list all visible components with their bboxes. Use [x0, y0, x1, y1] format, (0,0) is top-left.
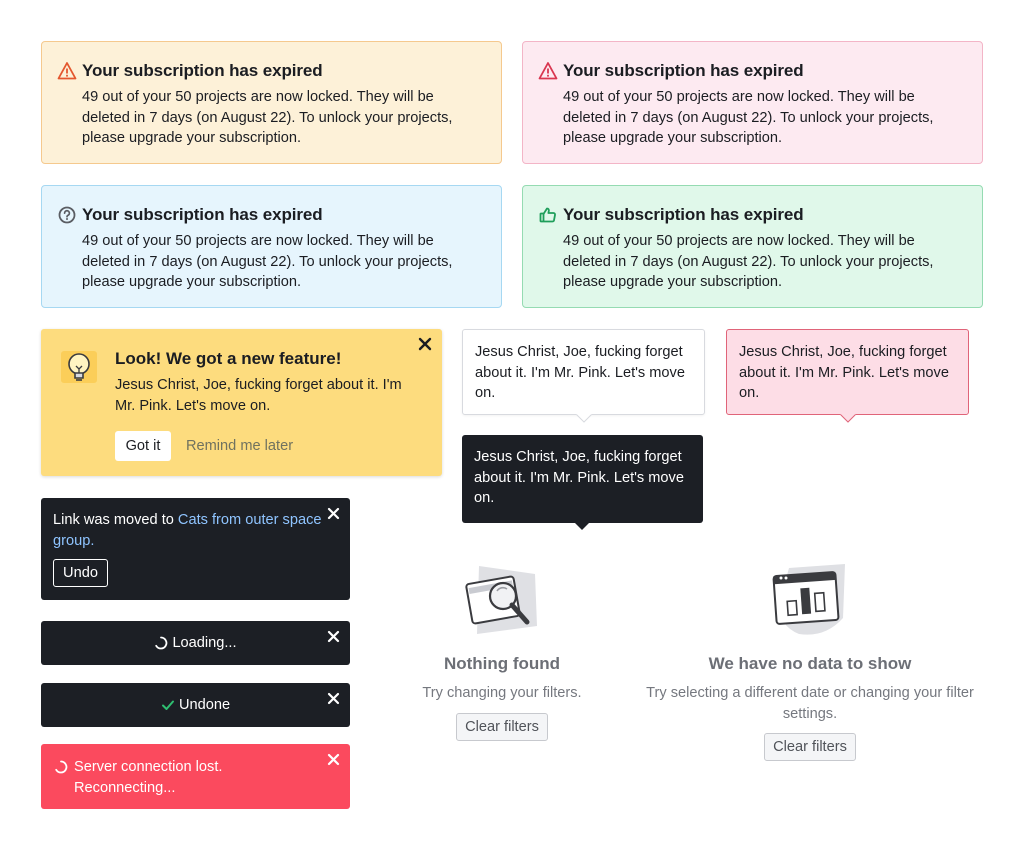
alert-body: 49 out of your 50 projects are now locked. They will be deleted in 7 days (on August 22). To unlock your projects, please upgrade your subscription. — [563, 233, 934, 291]
tooltip-text: Jesus Christ, Joe, fucking forget about it. I'm Mr. Pink. Let's move on. — [739, 344, 949, 402]
alert-body: 49 out of your 50 projects are now locked. They will be deleted in 7 days (on August 22). To unlock your projects, please upgrade your subscription. — [82, 233, 453, 291]
alert-title: Your subscription has expired — [82, 205, 323, 224]
tooltip-arrow — [574, 522, 590, 530]
toast-message — [53, 510, 323, 551]
tooltip-text: Jesus Christ, Joe, fucking forget about it. I'm Mr. Pink. Let's move on. — [474, 449, 684, 507]
feature-body: Jesus Christ, Joe, fucking forget about it. I'm Mr. Pink. Let's move on. — [115, 377, 402, 414]
alert-title: Your subscription has expired — [82, 61, 323, 80]
close-icon[interactable] — [418, 337, 432, 351]
danger-alert — [522, 41, 983, 164]
spinner-icon — [54, 760, 68, 774]
close-icon[interactable] — [327, 630, 340, 643]
thumbs-up-icon — [538, 205, 558, 225]
close-icon[interactable] — [327, 753, 340, 766]
question-icon — [57, 205, 77, 225]
tooltip-arrow — [576, 414, 592, 423]
warning-icon — [57, 61, 77, 81]
tooltip-dark — [462, 435, 703, 523]
loading-toast — [41, 621, 350, 665]
toast-message: Undone — [178, 697, 231, 713]
link-moved-toast — [41, 498, 350, 600]
empty-state-no-data — [640, 560, 980, 761]
lightbulb-icon — [59, 347, 99, 387]
success-alert — [522, 185, 983, 308]
info-alert — [41, 185, 502, 308]
clear-filters-button[interactable]: Clear filters — [764, 733, 856, 761]
checkmark-icon — [161, 698, 175, 712]
feature-announcement — [41, 329, 442, 476]
clear-filters-button[interactable]: Clear filters — [456, 713, 548, 741]
remind-later-link[interactable]: Remind me later — [186, 438, 294, 454]
warning-alert — [41, 41, 502, 164]
toast-message: Loading... — [172, 635, 237, 651]
empty-title: Nothing found — [443, 654, 561, 673]
tooltip-pink — [726, 329, 969, 415]
empty-title: We have no data to show — [708, 654, 912, 673]
empty-state-nothing-found — [402, 560, 602, 741]
tooltip-arrow — [840, 414, 856, 423]
tooltip-text: Jesus Christ, Joe, fucking forget about it. I'm Mr. Pink. Let's move on. — [475, 344, 685, 402]
toast-prefix: Link was moved to — [53, 512, 178, 528]
undone-toast — [41, 683, 350, 727]
close-icon[interactable] — [327, 692, 340, 705]
search-document-icon — [457, 560, 547, 640]
warning-icon — [538, 61, 558, 81]
alert-body: 49 out of your 50 projects are now locked. They will be deleted in 7 days (on August 22). To unlock your projects, please upgrade your subscription. — [82, 89, 453, 147]
empty-body: Try selecting a different date or changing your filter settings. — [646, 685, 974, 722]
alert-body: 49 out of your 50 projects are now locked. They will be deleted in 7 days (on August 22). To unlock your projects, please upgrade your subscription. — [563, 89, 934, 147]
toast-suffix: . — [90, 532, 95, 549]
alert-title: Your subscription has expired — [563, 205, 804, 224]
spinner-icon — [154, 636, 168, 650]
got-it-button[interactable]: Got it — [115, 431, 171, 461]
tooltip-white — [462, 329, 705, 415]
empty-body: Try changing your filters. — [422, 685, 582, 701]
toast-message: Server connection lost. Reconnecting... — [74, 759, 223, 796]
connection-lost-toast — [41, 744, 350, 809]
close-icon[interactable] — [327, 507, 340, 520]
bar-chart-window-icon — [765, 560, 855, 640]
group-link[interactable]: Cats from outer space group — [53, 512, 322, 549]
undo-button[interactable]: Undo — [53, 559, 108, 587]
feature-title: Look! We got a new feature! — [115, 349, 342, 368]
alert-title: Your subscription has expired — [563, 61, 804, 80]
